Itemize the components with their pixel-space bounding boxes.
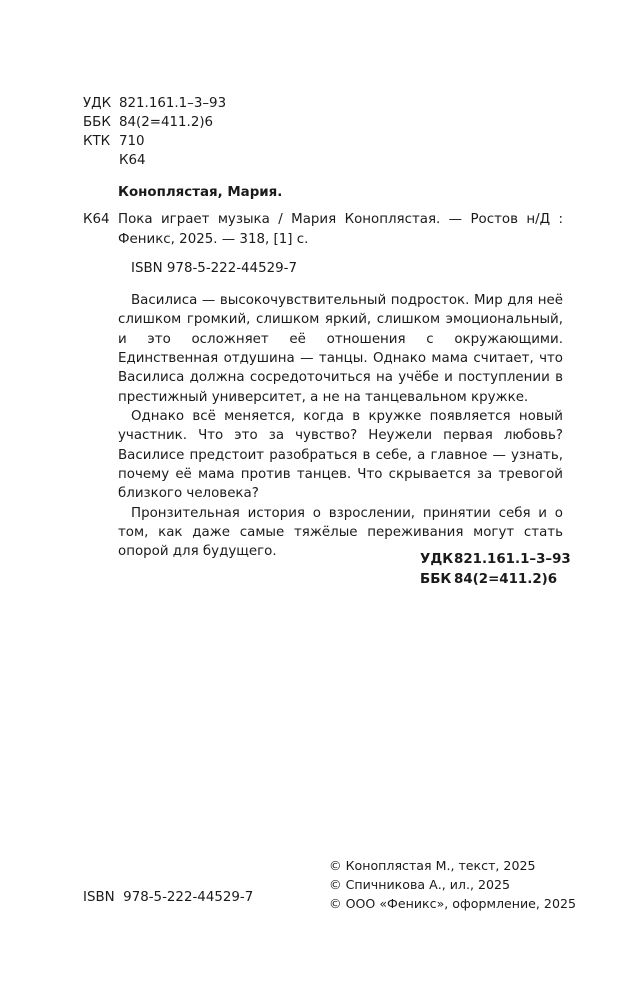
ktk-value: 710 <box>119 134 145 149</box>
annotation <box>118 291 563 562</box>
bbk-row <box>83 113 226 132</box>
annotation-paragraph: Пронзительная история о взрослении, принятии себя и о том, как даже самые тяжёлые переживания могут стать опорой для будущего. <box>118 505 563 560</box>
isbn-footer <box>83 888 253 907</box>
bbk-value-bottom: 84(2=411.2)6 <box>454 571 558 587</box>
udk-value-bottom: 821.161.1–3–93 <box>454 552 571 567</box>
description-code: К64 <box>83 212 110 227</box>
description-text: Пока играет музыка / Мария Коноплястая. — Ростов н/Д : Феникс, 2025. — 318, [1] с. <box>118 212 563 247</box>
isbn-line: ISBN 978-5-222-44529-7 <box>131 261 297 276</box>
udk-row-bottom <box>420 550 571 570</box>
isbn-footer-label: ISBN <box>83 890 115 905</box>
bbk-label: ББК <box>83 115 111 130</box>
copyright-line: © Коноплястая М., текст, 2025 <box>329 858 536 873</box>
bibliographic-description <box>83 210 563 249</box>
author-heading: Коноплястая, Мария. <box>118 185 283 200</box>
bbk-label-bottom: ББК <box>420 571 452 587</box>
copyright-line: © Спичникова А., ил., 2025 <box>329 877 511 892</box>
author-mark: К64 <box>119 153 146 168</box>
classification-index-block <box>83 94 226 170</box>
udk-value: 821.161.1–3–93 <box>119 96 227 111</box>
author-mark-row <box>83 151 226 170</box>
annotation-paragraph: Василиса — высокочувствительный подросток. Мир для неё слишком громкий, слишком яркий, слишком эмоциональный, и это осложняет её отношения с окружающими. Единственная отдушина — танцы. Однако мама считает, что Василиса должна сосредоточиться на учёбе и поступлении в престижный университет, а не на танцевальном кружке. <box>118 293 563 405</box>
classification-index-bottom <box>420 550 571 589</box>
copyright-block <box>329 856 576 913</box>
udk-row <box>83 94 226 113</box>
ktk-label: КТК <box>83 134 111 149</box>
isbn-footer-value: 978-5-222-44529-7 <box>123 890 254 905</box>
annotation-paragraph: Однако всё меняется, когда в кружке появляется новый участник. Что это за чувство? Неужели первая любовь? Василисе предстоит разобраться в себе, а главное — узнать, почему её мама против танцев. Что скрывается за тревогой близкого человека? <box>118 409 563 502</box>
udk-label: УДК <box>83 96 112 111</box>
bbk-value: 84(2=411.2)6 <box>119 115 214 130</box>
ktk-row <box>83 132 226 151</box>
bbk-row-bottom <box>420 570 571 590</box>
udk-label-bottom: УДК <box>420 552 454 567</box>
copyright-line: © ООО «Феникс», оформление, 2025 <box>329 896 576 911</box>
